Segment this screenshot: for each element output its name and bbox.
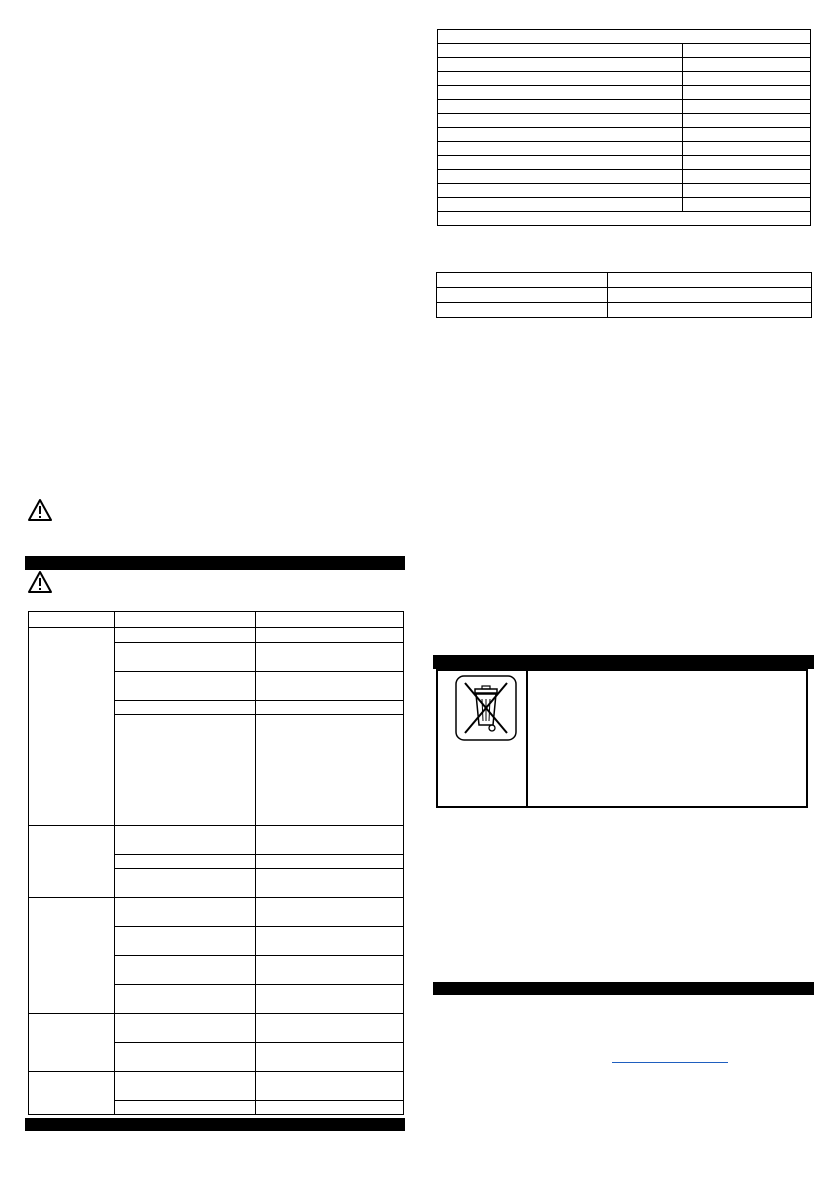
table-cell (256, 672, 404, 701)
table-cell (438, 198, 683, 212)
table-row (438, 114, 811, 128)
table-cell (115, 855, 256, 869)
table-cell (608, 273, 812, 288)
table-row (438, 156, 811, 170)
table-cell (683, 100, 811, 114)
table-cell (115, 1043, 256, 1072)
crossed-out-wheelie-bin-icon (455, 675, 517, 741)
table-cell (683, 142, 811, 156)
table-cell (256, 985, 404, 1014)
table-group-cell (29, 826, 115, 898)
table-cell (683, 72, 811, 86)
table-cell (608, 288, 812, 303)
table-cell (115, 1014, 256, 1043)
table-cell (438, 100, 683, 114)
table-header-cell (29, 612, 115, 628)
table-cell (115, 628, 256, 643)
table-cell (115, 898, 256, 927)
table-row (29, 826, 404, 855)
table-cell (256, 1072, 404, 1101)
table-cell (683, 170, 811, 184)
table-cell (683, 86, 811, 100)
table-cell (437, 273, 608, 288)
small-info-table (436, 272, 812, 318)
table-cell (115, 701, 256, 715)
table-row (438, 128, 811, 142)
table-cell (115, 927, 256, 956)
table-row (437, 273, 812, 288)
table-cell (608, 303, 812, 318)
website-link[interactable] (612, 1060, 728, 1063)
table-cell (438, 58, 683, 72)
table-group-cell (29, 1072, 115, 1115)
table-cell (256, 643, 404, 672)
table-cell (115, 1072, 256, 1101)
warning-triangle-icon (27, 498, 53, 522)
table-cell (683, 156, 811, 170)
table-row (438, 198, 811, 212)
table-cell (256, 855, 404, 869)
table-row (438, 100, 811, 114)
table-row (29, 1014, 404, 1043)
table-cell (115, 985, 256, 1014)
table-cell (115, 826, 256, 855)
section-header-bar (433, 982, 814, 995)
table-title-row (438, 30, 811, 44)
table-cell (256, 826, 404, 855)
table-cell (438, 170, 683, 184)
warning-triangle-icon (27, 570, 53, 594)
table-cell (683, 198, 811, 212)
table-cell (115, 956, 256, 985)
table-row (29, 628, 404, 643)
troubleshooting-table (28, 611, 404, 1115)
table-row (438, 44, 811, 58)
table-cell (683, 114, 811, 128)
table-cell (438, 184, 683, 198)
table-header-cell (115, 612, 256, 628)
table-row (437, 303, 812, 318)
table-cell (256, 898, 404, 927)
section-header-bar (433, 655, 814, 669)
table-cell (683, 44, 811, 58)
table-cell (115, 869, 256, 898)
table-cell (438, 128, 683, 142)
table-row (438, 170, 811, 184)
table-row (438, 142, 811, 156)
specification-table (437, 29, 811, 226)
table-row (29, 898, 404, 927)
table-cell (115, 715, 256, 826)
table-cell (256, 628, 404, 643)
table-row (438, 58, 811, 72)
table-cell (438, 142, 683, 156)
table-cell (115, 1101, 256, 1115)
table-title-cell (438, 30, 811, 44)
table-cell (256, 715, 404, 826)
table-cell (115, 672, 256, 701)
table-cell (256, 956, 404, 985)
table-cell (683, 58, 811, 72)
table-cell (256, 927, 404, 956)
table-cell (683, 184, 811, 198)
table-cell (438, 44, 683, 58)
table-header-cell (256, 612, 404, 628)
table-row (438, 72, 811, 86)
table-cell (256, 869, 404, 898)
table-cell (256, 1043, 404, 1072)
section-header-bar (25, 1118, 405, 1131)
table-cell (437, 303, 608, 318)
section-header-bar (25, 556, 405, 570)
table-cell (115, 643, 256, 672)
table-row (438, 184, 811, 198)
table-footer-cell (438, 212, 811, 226)
table-row (29, 1072, 404, 1101)
table-cell (256, 1014, 404, 1043)
table-group-cell (29, 898, 115, 1014)
table-cell (438, 156, 683, 170)
table-row (437, 288, 812, 303)
table-cell (683, 128, 811, 142)
table-cell (256, 701, 404, 715)
table-cell (437, 288, 608, 303)
table-footer-row (438, 212, 811, 226)
table-cell (256, 1101, 404, 1115)
table-group-cell (29, 1014, 115, 1072)
disposal-box (436, 669, 808, 808)
table-row (438, 86, 811, 100)
table-cell (438, 86, 683, 100)
table-cell (438, 114, 683, 128)
table-cell (438, 72, 683, 86)
table-group-cell (29, 628, 115, 826)
table-header-row (29, 612, 404, 628)
